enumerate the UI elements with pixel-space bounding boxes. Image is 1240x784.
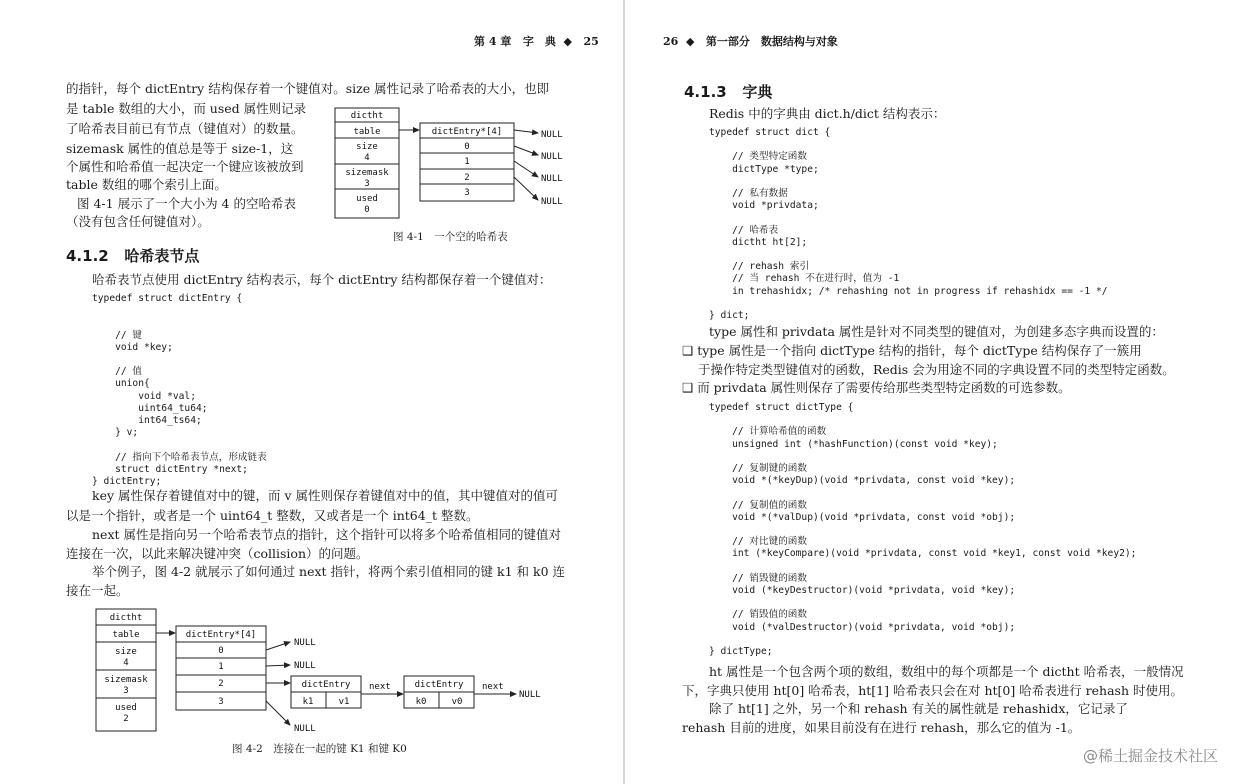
fig1-index: 3 [464,188,470,198]
figure-4-1-caption: 图 4-1 一个空的哈希表 [393,231,508,243]
fig2-next-label: next [482,682,504,692]
fig2-index: 1 [218,662,224,672]
fig1-dictht-label: dictht [350,111,384,121]
intro-line: sizemask 属性的值总是等于 size-1，这 [66,141,294,156]
fig2-val-v0: v0 [451,697,463,707]
fig2-used-value: 2 [123,714,129,724]
fig1-sizemask-label: sizemask [345,168,389,178]
checkbox-bullet-icon: ❑ [682,343,694,358]
watermark: @稀土掘金技术社区 [1082,747,1218,765]
fig2-entry-label: dictEntry [301,680,351,690]
section-lead: 哈希表节点使用 dictEntry 结构表示，每个 dictEntry 结构都保存着一个键值对： [92,272,552,287]
fig2-index: 0 [218,646,224,656]
para-line: 接在一起。 [66,583,129,598]
intro-line: （没有包含任何键值对）。 [66,214,210,229]
intro-line: 的指针，每个 dictEntry 结构保存着一个键值对。size 属性记录了哈希表的大小，也即 [66,81,550,96]
fig1-used-value: 0 [364,205,370,215]
intro-line: 图 4-1 展示了一个大小为 4 的空哈希表 [77,196,296,211]
figure-4-2-diagram [92,605,562,735]
heading-title: 字典 [742,83,773,101]
fig1-null: NULL [541,174,563,184]
code-dict: typedef struct dict { // 类型特定函数 dictType *type; // 私有数据 void *privdata; // 哈希表 dictht ht[2]; // rehash 索引 // 当 rehash 不在进行时，值为 -1 in trehashidx; /* rehashing not in progress if rehashidx == -1 */ } dict; [709,127,1108,322]
fig1-size-label: size [356,142,378,152]
fig2-next-label: next [369,682,391,692]
fig1-table-label: table [353,127,381,137]
fig2-used-label: used [115,703,137,713]
fig2-index: 2 [218,679,224,689]
intro-line: 是 table 数组的大小，而 used 属性则记录 [66,101,307,116]
fig2-null: NULL [294,724,316,734]
bullet-text: 而 privdata 属性则保存了需要传给那些类型特定函数的可选参数。 [697,380,1071,395]
fig2-sizemask-label: sizemask [104,675,148,685]
fig2-dictht-label: dictht [109,613,143,623]
para-line: key 属性保存着键值对中的键，而 v 属性则保存着键值对中的值，其中键值对的值可 [92,488,559,503]
right-running-header: 26 ◆ 第一部分 数据结构与对象 [663,35,838,48]
header-title: 字 典 [522,35,556,48]
fig2-index: 3 [218,697,224,707]
para-line: rehash 目前的进度，如果目前没有在进行 rehash，那么它的值为 -1。 [682,720,1081,735]
fig2-table-label: table [112,630,140,640]
checkbox-bullet-icon: ❑ [682,380,694,395]
fig1-index: 0 [464,142,470,152]
header-chapter: 第 4 章 [474,35,512,48]
heading-number: 4.1.3 [684,83,727,101]
figure-4-1-diagram [330,105,590,227]
fig2-null: NULL [294,661,316,671]
intro-line: table 数组的哪个索引上面。 [66,177,227,192]
figure-4-2-caption: 图 4-2 连接在一起的键 K1 和键 K0 [232,743,407,755]
fig2-val-v1: v1 [338,697,350,707]
fig1-used-label: used [356,194,378,204]
para-line: type 属性和 privdata 属性是针对不同类型的键值对，为创建多态字典而设置的： [709,324,1164,339]
fig2-sizemask-value: 3 [123,686,129,696]
para-line: 举个例子，图 4-2 就展示了如何通过 next 指针，将两个索引值相同的键 k1 和 k0 连 [92,564,565,579]
bullet-text: type 属性是一个指向 dictType 结构的指针，每个 dictType 结构保存了一簇用 [697,343,1142,358]
heading-title: 哈希表节点 [124,247,200,265]
code-dicttype: typedef struct dictType { // 计算哈希值的函数 unsigned int (*hashFunction)(const void *key); // 复制键的函数 void *(*keyDup)(void *privdata, const void *key); // 复制值的函数 void *(*valDup)(void *privdata, const void *obj); // 对比键的函数 int (*keyCompare)(void *privdata, const void *key1, const void *key2); // 销毁键的函数 void (*keyDestructor)(void *privdata, void *key); // 销毁值的函数 void (*valDestructor)(void *privdata, void *obj); } dictType; [709,402,1137,658]
header-part: 第一部分 数据结构与对象 [705,35,838,48]
para-line: 除了 ht[1] 之外，另一个和 rehash 有关的属性就是 rehashidx，它记录了 [709,701,1128,716]
fig2-array-label: dictEntry*[4] [185,630,257,640]
right-page [625,0,1240,784]
section-heading-4-1-2 [66,245,199,266]
para-line: 下，字典只使用 ht[0] 哈希表，ht[1] 哈希表只会在对 ht[0] 哈希表进行 rehash 时使用。 [682,683,1183,698]
fig1-index: 1 [464,157,470,167]
fig1-null: NULL [541,152,563,162]
fig2-entry-label: dictEntry [414,680,464,690]
code-dictentry: typedef struct dictEntry { // 键 void *key; // 值 union{ void *val; uint64_tu64; int64_ts64; } v; // 指向下个哈希表节点，形成链表 struct dictEntry *next; } dictEntry; [92,293,267,488]
section-lead: Redis 中的字典由 dict.h/dict 结构表示： [709,106,946,121]
fig1-index: 2 [464,173,470,183]
section-heading-4-1-3 [684,81,772,102]
bullet-continuation: 于操作特定类型键值对的函数，Redis 会为用途不同的字典设置不同的类型特定函数。 [698,362,1175,377]
para-line: 以是一个指针，或者是一个 uint64_t 整数，又或者是一个 int64_t 整数。 [66,508,479,523]
bullet-item [682,342,1142,360]
bullet-item [682,379,1071,397]
para-line: next 属性是指向另一个哈希表节点的指针，这个指针可以将多个哈希值相同的键值对 [92,527,561,542]
intro-line: 个属性和哈希值一起决定一个键应该被放到 [66,159,304,174]
fig1-sizemask-value: 3 [364,179,370,189]
heading-number: 4.1.2 [66,247,109,265]
para-line: 连接在一次，以此来解决键冲突（collision）的问题。 [66,546,369,561]
fig2-key-k0: k0 [415,697,427,707]
page-number: 25 [583,35,599,48]
fig2-size-value: 4 [123,658,129,668]
fig1-null: NULL [541,130,563,140]
page-number: 26 [663,35,679,48]
fig2-null: NULL [519,690,541,700]
fig2-size-label: size [115,647,137,657]
para-line: ht 属性是一个包含两个项的数组，数组中的每个项都是一个 dictht 哈希表，一般情况 [709,664,1184,679]
left-running-header: 第 4 章 字 典 ◆ 25 [474,35,599,48]
fig1-array-label: dictEntry*[4] [431,127,503,137]
fig1-size-value: 4 [364,153,370,163]
intro-line: 了哈希表目前已有节点（键值对）的数量。 [66,121,304,136]
fig2-key-k1: k1 [302,697,314,707]
fig2-null: NULL [294,638,316,648]
fig1-null: NULL [541,197,563,207]
